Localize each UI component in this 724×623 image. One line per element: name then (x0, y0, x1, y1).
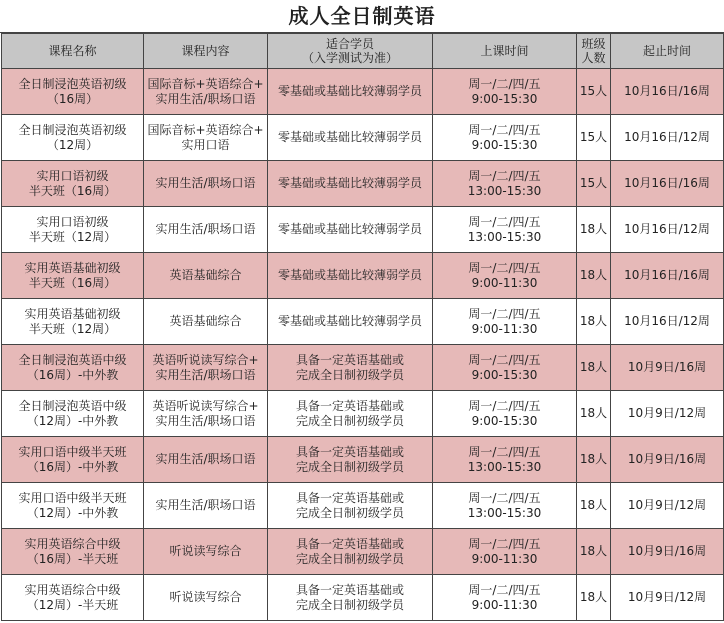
cell-period: 10月9日/12周 (611, 483, 724, 529)
cell-audience: 具备一定英语基础或 完成全日制初级学员 (268, 345, 433, 391)
table-row (2, 299, 724, 345)
cell-class-size: 18人 (577, 529, 611, 575)
header-time: 上课时间 (433, 34, 577, 69)
table-row (2, 207, 724, 253)
cell-audience: 具备一定英语基础或 完成全日制初级学员 (268, 391, 433, 437)
header-row (2, 34, 724, 69)
cell-course-name: 实用英语基础初级 半天班（16周） (2, 253, 144, 299)
cell-course-content: 英语基础综合 (144, 299, 268, 345)
table-row (2, 345, 724, 391)
cell-audience: 零基础或基础比较薄弱学员 (268, 161, 433, 207)
cell-audience: 零基础或基础比较薄弱学员 (268, 299, 433, 345)
cell-course-name: 实用口语初级 半天班（16周） (2, 161, 144, 207)
cell-audience: 具备一定英语基础或 完成全日制初级学员 (268, 575, 433, 621)
cell-audience: 零基础或基础比较薄弱学员 (268, 69, 433, 115)
cell-class-size: 18人 (577, 207, 611, 253)
cell-course-content: 实用生活/职场口语 (144, 207, 268, 253)
cell-course-content: 实用生活/职场口语 (144, 161, 268, 207)
table-row (2, 253, 724, 299)
cell-class-time: 周一/二/四/五 9:00-15:30 (433, 115, 577, 161)
cell-class-size: 18人 (577, 345, 611, 391)
cell-course-name: 实用口语初级 半天班（12周） (2, 207, 144, 253)
cell-period: 10月9日/16周 (611, 437, 724, 483)
cell-course-content: 国际音标+英语综合+ 实用生活/职场口语 (144, 69, 268, 115)
cell-course-name: 实用英语综合中级 （16周）-半天班 (2, 529, 144, 575)
cell-period: 10月16日/12周 (611, 115, 724, 161)
cell-period: 10月16日/12周 (611, 299, 724, 345)
table-row (2, 483, 724, 529)
cell-period: 10月9日/12周 (611, 575, 724, 621)
cell-course-content: 听说读写综合 (144, 529, 268, 575)
cell-course-name: 全日制浸泡英语中级 （12周）-中外教 (2, 391, 144, 437)
cell-class-size: 15人 (577, 69, 611, 115)
cell-course-name: 实用口语中级半天班 （16周）-中外教 (2, 437, 144, 483)
cell-period: 10月16日/16周 (611, 253, 724, 299)
header-name: 课程名称 (2, 34, 144, 69)
cell-class-time: 周一/二/四/五 9:00-15:30 (433, 345, 577, 391)
cell-class-size: 18人 (577, 253, 611, 299)
table-row (2, 437, 724, 483)
cell-class-time: 周一/二/四/五 13:00-15:30 (433, 483, 577, 529)
cell-period: 10月16日/16周 (611, 161, 724, 207)
cell-audience: 具备一定英语基础或 完成全日制初级学员 (268, 483, 433, 529)
cell-course-content: 英语听说读写综合+ 实用生活/职场口语 (144, 391, 268, 437)
cell-course-content: 英语基础综合 (144, 253, 268, 299)
cell-class-size: 18人 (577, 483, 611, 529)
table-row (2, 575, 724, 621)
cell-period: 10月9日/12周 (611, 391, 724, 437)
cell-class-size: 18人 (577, 437, 611, 483)
cell-class-size: 15人 (577, 161, 611, 207)
cell-course-content: 听说读写综合 (144, 575, 268, 621)
cell-audience: 具备一定英语基础或 完成全日制初级学员 (268, 437, 433, 483)
cell-course-content: 实用生活/职场口语 (144, 483, 268, 529)
cell-course-name: 全日制浸泡英语初级 （16周） (2, 69, 144, 115)
cell-class-time: 周一/二/四/五 13:00-15:30 (433, 437, 577, 483)
cell-class-time: 周一/二/四/五 9:00-15:30 (433, 69, 577, 115)
cell-class-size: 18人 (577, 299, 611, 345)
cell-audience: 零基础或基础比较薄弱学员 (268, 115, 433, 161)
cell-course-content: 实用生活/职场口语 (144, 437, 268, 483)
cell-class-time: 周一/二/四/五 13:00-15:30 (433, 161, 577, 207)
cell-audience: 零基础或基础比较薄弱学员 (268, 207, 433, 253)
cell-class-size: 15人 (577, 115, 611, 161)
cell-class-time: 周一/二/四/五 9:00-11:30 (433, 299, 577, 345)
sheet-title: 成人全日制英语 (0, 0, 724, 33)
cell-course-name: 全日制浸泡英语初级 （12周） (2, 115, 144, 161)
table-body (2, 69, 724, 621)
cell-class-size: 18人 (577, 575, 611, 621)
header-size: 班级 人数 (577, 34, 611, 69)
header-content: 课程内容 (144, 34, 268, 69)
cell-period: 10月16日/12周 (611, 207, 724, 253)
cell-course-name: 实用口语中级半天班 （12周）-中外教 (2, 483, 144, 529)
table-row (2, 115, 724, 161)
header-audience: 适合学员 （入学测试为准） (268, 34, 433, 69)
cell-class-time: 周一/二/四/五 9:00-15:30 (433, 391, 577, 437)
cell-class-time: 周一/二/四/五 9:00-11:30 (433, 575, 577, 621)
table-row (2, 391, 724, 437)
cell-course-name: 全日制浸泡英语中级 （16周）-中外教 (2, 345, 144, 391)
header-period: 起止时间 (611, 34, 724, 69)
cell-course-content: 英语听说读写综合+ 实用生活/职场口语 (144, 345, 268, 391)
cell-class-time: 周一/二/四/五 13:00-15:30 (433, 207, 577, 253)
cell-course-name: 实用英语基础初级 半天班（12周） (2, 299, 144, 345)
cell-period: 10月16日/16周 (611, 69, 724, 115)
cell-course-content: 国际音标+英语综合+ 实用口语 (144, 115, 268, 161)
cell-class-time: 周一/二/四/五 9:00-11:30 (433, 253, 577, 299)
table-row (2, 161, 724, 207)
course-table (1, 33, 724, 621)
cell-period: 10月9日/16周 (611, 345, 724, 391)
cell-class-time: 周一/二/四/五 9:00-11:30 (433, 529, 577, 575)
cell-audience: 零基础或基础比较薄弱学员 (268, 253, 433, 299)
table-row (2, 69, 724, 115)
cell-class-size: 18人 (577, 391, 611, 437)
cell-audience: 具备一定英语基础或 完成全日制初级学员 (268, 529, 433, 575)
cell-course-name: 实用英语综合中级 （12周）-半天班 (2, 575, 144, 621)
table-row (2, 529, 724, 575)
cell-period: 10月9日/16周 (611, 529, 724, 575)
